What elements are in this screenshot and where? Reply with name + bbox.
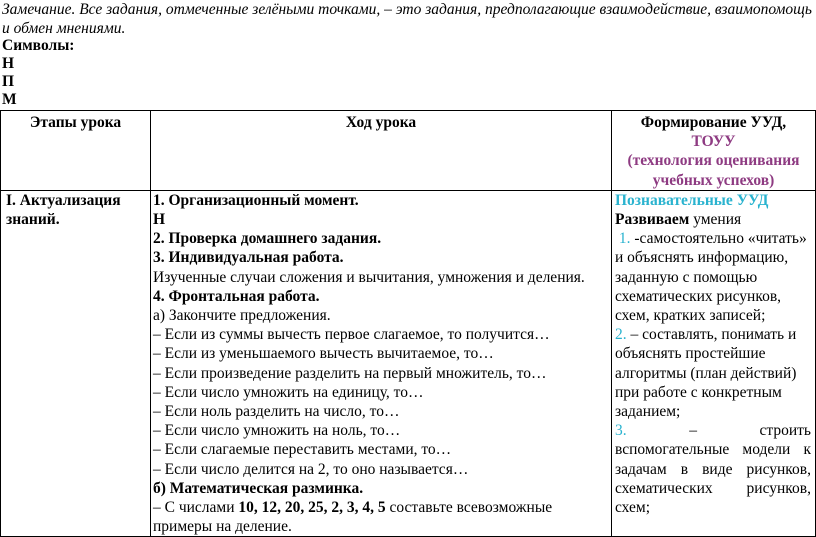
course-line: примеры на деление.: [153, 518, 292, 536]
uud-develop-bold: Развиваем: [615, 211, 690, 229]
uud-item-text: – составлять, понимать и объяснять простейшие алгоритмы (план действий) при работе с конкретным заданием;: [615, 326, 797, 421]
course-cell: [151, 190, 612, 537]
uud-item-text: -самостоятельно «читать» и объяснять информацию, заданную с помощью схематических рисунков, схем, кратких записей;: [615, 230, 807, 325]
course-line: – Если ноль разделить на число, то…: [153, 403, 400, 421]
course-line: – Если из суммы вычесть первое слагаемое, то получится…: [153, 326, 550, 344]
note-paragraph: Замечание. Все задания, отмеченные зелёными точками, – это задания, предполагающие взаимодействие, взаимопомощь и обмен мнениями.: [2, 1, 812, 37]
course-line: 3. Индивидуальная работа.: [153, 249, 344, 267]
header-course: Ход урока: [151, 111, 612, 191]
course-line: б) Математическая разминка.: [153, 479, 364, 497]
symbol-item: Н: [2, 55, 15, 72]
symbol-item: М: [2, 91, 17, 108]
course-text: составьте всевозможные: [385, 499, 553, 517]
course-line: – Если число делится на 2, то оно называется…: [153, 460, 469, 478]
course-line: – Если число умножить на единицу, то…: [153, 383, 424, 401]
header-uud-line1: Формирование УУД,: [640, 114, 787, 131]
header-stages: Этапы урока: [1, 111, 151, 191]
table-row: [1, 190, 816, 537]
course-line: 4. Фронтальная работа.: [153, 287, 320, 305]
course-line: – Если из уменьшаемого вычесть вычитаемое, то…: [153, 345, 494, 363]
course-line: – Если число умножить на ноль, то…: [153, 422, 401, 440]
uud-item-number: 1.: [618, 230, 631, 248]
course-line: а) Закончите предложения.: [153, 307, 331, 325]
course-line: – Если слагаемые переставить местами, то…: [153, 441, 452, 459]
uud-develop: [615, 210, 811, 229]
course-line: Изученные случаи сложения и вычитания, умножения и деления.: [153, 268, 585, 286]
header-uud-tech: (технология оценивания учебных успехов): [627, 152, 800, 189]
symbol-item: П: [2, 73, 15, 90]
course-line: 2. Проверка домашнего задания.: [153, 230, 382, 248]
uud-develop-rest: умения: [689, 211, 742, 229]
course-text: – С числами: [153, 499, 239, 517]
header-uud-tohu: ТОУУ: [691, 133, 736, 151]
uud-item-number: 3.: [615, 422, 627, 440]
table-header-row: [1, 111, 816, 191]
symbols-title: Символы:: [2, 37, 75, 54]
course-line: – Если произведение разделить на первый множитель, то…: [153, 364, 547, 382]
uud-item: [615, 421, 811, 517]
header-uud: [612, 111, 816, 191]
uud-item: [615, 229, 811, 325]
course-numbers: 10, 12, 20, 25, 2, 3, 4, 5: [238, 499, 386, 517]
lesson-table: [0, 110, 816, 537]
course-line: 1. Организационный момент.: [153, 191, 359, 209]
uud-item: [615, 325, 811, 421]
uud-item-text: – строить вспомогательные модели к задачам в виде рисунков, схематических рисунков, схем;: [615, 422, 812, 517]
uud-item-number: 2.: [615, 326, 627, 344]
uud-cell: [612, 190, 816, 537]
stage-cell: I. Актуализация знаний.: [1, 190, 151, 537]
uud-heading: Познавательные УУД: [615, 191, 769, 209]
course-line: Н: [153, 211, 166, 229]
course-line: [153, 498, 609, 517]
